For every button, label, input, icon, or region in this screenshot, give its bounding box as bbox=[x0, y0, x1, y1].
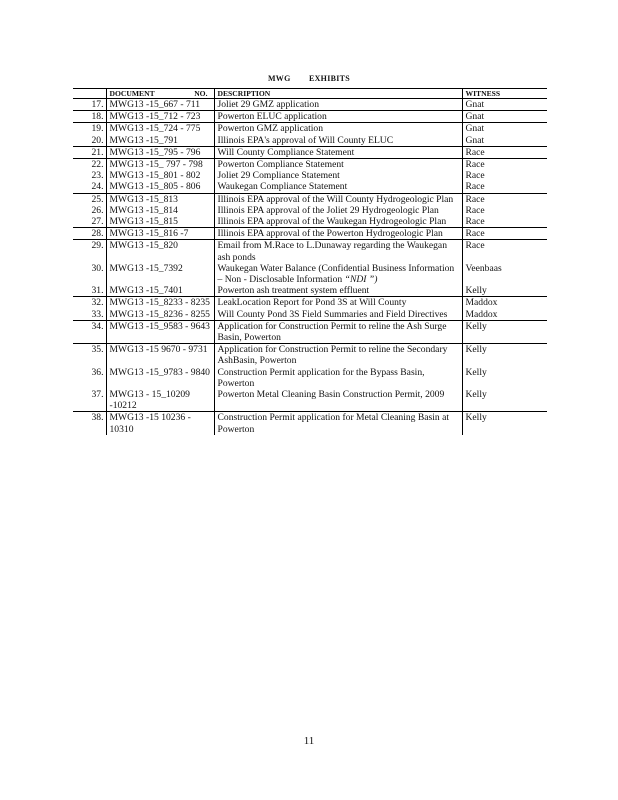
description-text: Construction Permit application for Metal Cleaning Basin at Powerton bbox=[217, 412, 450, 435]
exhibit-number-text: 26. bbox=[91, 204, 104, 216]
witness bbox=[462, 111, 547, 123]
description bbox=[214, 170, 462, 181]
document-number bbox=[106, 228, 214, 240]
document-number-text: MWG13 -15 9670 - 9731 bbox=[109, 344, 208, 356]
document-number bbox=[106, 159, 214, 171]
description-text: Illinois EPA approval of the Joliet 29 Hydrogeologic Plan bbox=[217, 204, 439, 216]
description bbox=[214, 228, 462, 240]
witness bbox=[462, 135, 547, 147]
witness-text: Maddox bbox=[465, 297, 498, 309]
witness bbox=[462, 297, 547, 309]
description-text: Powerton Metal Cleaning Basin Construction Permit, 2009 bbox=[217, 389, 445, 401]
description-text: Illinois EPA approval of the Waukegan Hydrogeologic Plan bbox=[217, 216, 447, 228]
witness bbox=[462, 309, 547, 321]
witness bbox=[462, 240, 547, 263]
description bbox=[214, 146, 462, 158]
witness-text: Race bbox=[465, 240, 485, 252]
exhibit-number bbox=[73, 389, 106, 412]
witness bbox=[462, 263, 547, 285]
table-row bbox=[73, 99, 547, 111]
description bbox=[214, 309, 462, 321]
exhibit-number bbox=[73, 240, 106, 263]
table-row bbox=[73, 309, 547, 321]
description-text: Powerton ash treatment system effluent bbox=[217, 285, 370, 297]
exhibit-number bbox=[73, 309, 106, 321]
witness bbox=[462, 228, 547, 240]
description bbox=[214, 285, 462, 297]
witness bbox=[462, 159, 547, 171]
table-row bbox=[73, 320, 547, 343]
witness-text: Race bbox=[465, 159, 485, 171]
description-text: Waukegan Water Balance (Confidential Business Information – Non - Disclosable Information bbox=[217, 262, 455, 286]
document-number bbox=[106, 320, 214, 343]
description bbox=[214, 240, 462, 263]
document-number-text: MWG13 - 15_10209 -10212 bbox=[109, 389, 190, 412]
description bbox=[214, 263, 462, 285]
exhibit-number-text: 21. bbox=[91, 146, 104, 158]
document-number bbox=[106, 285, 214, 297]
witness bbox=[462, 389, 547, 412]
table-row bbox=[73, 135, 547, 147]
description bbox=[214, 320, 462, 343]
exhibit-number bbox=[73, 181, 106, 193]
witness bbox=[462, 205, 547, 216]
exhibit-number-text: 34. bbox=[91, 320, 104, 332]
table-row bbox=[73, 285, 547, 297]
description bbox=[214, 367, 462, 389]
witness bbox=[462, 170, 547, 181]
exhibit-number bbox=[73, 216, 106, 228]
document-number bbox=[106, 99, 214, 111]
description bbox=[214, 193, 462, 205]
exhibit-number bbox=[73, 320, 106, 343]
document-number bbox=[106, 297, 214, 309]
title-left: MWG bbox=[267, 74, 291, 83]
witness-text: Maddox bbox=[465, 308, 498, 320]
exhibit-number bbox=[73, 344, 106, 367]
witness bbox=[462, 123, 547, 135]
ndi-note: “NDI ”) bbox=[344, 274, 378, 286]
witness bbox=[462, 193, 547, 205]
page-number: 11 bbox=[303, 735, 315, 747]
table-row bbox=[73, 297, 547, 309]
document-number bbox=[106, 216, 214, 228]
document-number-text: MWG13 -15 10236 - 10310 bbox=[109, 412, 191, 435]
description-text: Powerton Compliance Statement bbox=[217, 159, 344, 171]
document-number-text: MWG13 -15_7401 bbox=[109, 285, 183, 297]
table-body bbox=[73, 99, 547, 435]
document-number bbox=[106, 263, 214, 285]
witness-text: Race bbox=[465, 170, 485, 182]
document-number-text: MWG13 -15_7392 bbox=[109, 262, 183, 274]
witness bbox=[462, 99, 547, 111]
witness bbox=[462, 216, 547, 228]
document-number-text: MWG13 -15_801 - 802 bbox=[109, 170, 201, 182]
exhibit-number bbox=[73, 111, 106, 123]
document-number bbox=[106, 146, 214, 158]
description bbox=[214, 344, 462, 367]
table-row bbox=[73, 263, 547, 285]
description-text: Illinois EPA's approval of Will County ELUC bbox=[217, 134, 394, 146]
description-text: Application for Construction Permit to reline the Secondary AshBasin, Powerton bbox=[217, 344, 448, 367]
document-number-text: MWG13 -15_816 -7 bbox=[109, 228, 189, 240]
document-number-text: MWG13 -15_791 bbox=[109, 134, 178, 146]
document-number-text: MWG13 -15_667 - 711 bbox=[109, 99, 201, 110]
exhibit-number-text: 37. bbox=[91, 389, 104, 401]
description-text: Application for Construction Permit to reline the Ash Surge Basin, Powerton bbox=[217, 320, 447, 344]
table-row bbox=[73, 111, 547, 123]
description-text: Joliet 29 GMZ application bbox=[217, 99, 320, 110]
exhibit-number-text: 19. bbox=[91, 123, 104, 135]
exhibit-number-text: 24. bbox=[91, 181, 104, 193]
exhibit-number bbox=[73, 205, 106, 216]
witness-text: Gnat bbox=[465, 123, 485, 135]
document-number-text: MWG13 -15_814 bbox=[109, 204, 178, 216]
witness-text: Kelly bbox=[465, 412, 487, 424]
witness-text: Veenbaas bbox=[465, 262, 502, 274]
header-description: DESCRIPTION bbox=[214, 89, 462, 99]
witness bbox=[462, 146, 547, 158]
witness-text: Kelly bbox=[465, 366, 487, 378]
description bbox=[214, 99, 462, 111]
description bbox=[214, 111, 462, 123]
description-text: Waukegan Compliance Statement bbox=[217, 181, 348, 193]
document-number bbox=[106, 367, 214, 389]
exhibit-number-text: 18. bbox=[91, 111, 104, 123]
document-number-text: MWG13 -15_9583 - 9643 bbox=[109, 320, 210, 332]
witness-text: Race bbox=[465, 146, 485, 158]
exhibit-number bbox=[73, 146, 106, 158]
witness bbox=[462, 181, 547, 193]
table-row bbox=[73, 240, 547, 263]
witness bbox=[462, 320, 547, 343]
exhibit-number-text: 28. bbox=[91, 228, 104, 240]
document-number bbox=[106, 412, 214, 435]
header-document-no: NO. bbox=[194, 89, 208, 98]
description bbox=[214, 135, 462, 147]
title-right: EXHIBITS bbox=[308, 74, 351, 83]
table-row bbox=[73, 123, 547, 135]
witness bbox=[462, 344, 547, 367]
witness-text: Race bbox=[465, 181, 485, 193]
exhibit-number-text: 20. bbox=[91, 134, 104, 146]
description bbox=[214, 389, 462, 412]
exhibit-number bbox=[73, 367, 106, 389]
witness-text: Race bbox=[465, 216, 485, 228]
document-number-text: MWG13 -15_820 bbox=[109, 240, 178, 252]
exhibit-number-text: 36. bbox=[91, 366, 104, 378]
description bbox=[214, 181, 462, 193]
exhibit-number bbox=[73, 170, 106, 181]
description-text: Joliet 29 Compliance Statement bbox=[217, 170, 340, 182]
document-number-text: MWG13 -15_815 bbox=[109, 216, 178, 228]
table-row bbox=[73, 146, 547, 158]
description-text: Powerton GMZ application bbox=[217, 123, 324, 135]
witness-text: Gnat bbox=[465, 111, 485, 123]
table-row bbox=[73, 412, 547, 435]
table-row bbox=[73, 344, 547, 367]
exhibit-number-text: 29. bbox=[91, 240, 104, 252]
document-number bbox=[106, 309, 214, 321]
witness-text: Race bbox=[465, 193, 485, 205]
witness-text: Race bbox=[465, 228, 485, 240]
exhibit-number bbox=[73, 228, 106, 240]
document-number bbox=[106, 123, 214, 135]
description-text: Illinois EPA approval of the Will County Hydrogeologic Plan bbox=[217, 193, 454, 205]
witness-text: Kelly bbox=[465, 320, 487, 332]
description bbox=[214, 412, 462, 435]
exhibit-number-text: 35. bbox=[91, 344, 104, 356]
header-document-label: DOCUMENT bbox=[109, 89, 155, 98]
table-header-row bbox=[73, 89, 547, 99]
description-text: Will County Pond 3S Field Summaries and Field Directives bbox=[217, 308, 448, 320]
witness-text: Kelly bbox=[465, 344, 487, 356]
document-number-text: MWG13 -15_724 - 775 bbox=[109, 123, 201, 135]
document-number bbox=[106, 111, 214, 123]
exhibit-number bbox=[73, 123, 106, 135]
table-row bbox=[73, 367, 547, 389]
exhibit-number-text: 27. bbox=[91, 216, 104, 228]
document-number-text: MWG13 -15_ 797 - 798 bbox=[109, 159, 203, 171]
document-number-text: MWG13 -15_8233 - 8235 bbox=[109, 297, 210, 309]
page-title bbox=[0, 74, 618, 83]
document-number-text: MWG13 -15_805 - 806 bbox=[109, 181, 201, 193]
table-row bbox=[73, 181, 547, 193]
exhibit-number-text: 32. bbox=[91, 297, 104, 309]
exhibits-table bbox=[73, 88, 547, 435]
exhibit-number bbox=[73, 99, 106, 111]
exhibit-number bbox=[73, 412, 106, 435]
witness bbox=[462, 412, 547, 435]
document-number-text: MWG13 -15_9783 - 9840 bbox=[109, 366, 210, 378]
document-number bbox=[106, 205, 214, 216]
document-number bbox=[106, 193, 214, 205]
description bbox=[214, 123, 462, 135]
exhibit-number-text: 25. bbox=[91, 193, 104, 205]
exhibit-number bbox=[73, 159, 106, 171]
description-text: LeakLocation Report for Pond 3S at Will County bbox=[217, 297, 407, 309]
description-text: Construction Permit application for the Bypass Basin, Powerton bbox=[217, 366, 425, 389]
witness-text: Gnat bbox=[465, 99, 485, 110]
description bbox=[214, 216, 462, 228]
document-number-text: MWG13 -15_795 - 796 bbox=[109, 146, 201, 158]
exhibit-number-text: 22. bbox=[91, 159, 104, 171]
description-text: Illinois EPA approval of the Powerton Hydrogeologic Plan bbox=[217, 228, 443, 240]
exhibit-number bbox=[73, 285, 106, 297]
table-row bbox=[73, 389, 547, 412]
description-text: Will County Compliance Statement bbox=[217, 146, 355, 158]
document-number-text: MWG13 -15_813 bbox=[109, 193, 178, 205]
table-row bbox=[73, 193, 547, 205]
description-text: Powerton ELUC application bbox=[217, 111, 327, 123]
exhibit-number bbox=[73, 193, 106, 205]
exhibit-number-text: 33. bbox=[91, 308, 104, 320]
witness-text: Race bbox=[465, 204, 485, 216]
exhibit-number bbox=[73, 297, 106, 309]
table-row bbox=[73, 216, 547, 228]
document-number bbox=[106, 240, 214, 263]
table-row bbox=[73, 170, 547, 181]
document-number bbox=[106, 389, 214, 412]
exhibit-number-text: 23. bbox=[91, 170, 104, 182]
document-number bbox=[106, 135, 214, 147]
document-number-text: MWG13 -15_712 - 723 bbox=[109, 111, 201, 123]
document-number bbox=[106, 181, 214, 193]
witness-text: Kelly bbox=[465, 285, 487, 297]
exhibit-number-text: 38. bbox=[91, 412, 104, 424]
witness bbox=[462, 285, 547, 297]
table-row bbox=[73, 228, 547, 240]
description bbox=[214, 159, 462, 171]
document-number-text: MWG13 -15_8236 - 8255 bbox=[109, 308, 210, 320]
exhibit-number bbox=[73, 135, 106, 147]
description-text: Email from M.Race to L.Dunaway regarding the Waukegan ash ponds bbox=[217, 240, 447, 263]
header-number bbox=[73, 89, 106, 99]
exhibit-number-text: 31. bbox=[91, 285, 104, 297]
exhibit-number bbox=[73, 263, 106, 285]
exhibit-number-text: 17. bbox=[91, 99, 104, 110]
header-witness: WITNESS bbox=[462, 89, 547, 99]
header-document bbox=[106, 89, 214, 99]
document-number bbox=[106, 344, 214, 367]
exhibit-number-text: 30. bbox=[91, 262, 104, 274]
document-number bbox=[106, 170, 214, 181]
witness bbox=[462, 367, 547, 389]
table-row bbox=[73, 159, 547, 171]
witness-text: Gnat bbox=[465, 134, 485, 146]
witness-text: Kelly bbox=[465, 389, 487, 401]
table-row bbox=[73, 205, 547, 216]
description bbox=[214, 297, 462, 309]
description bbox=[214, 205, 462, 216]
